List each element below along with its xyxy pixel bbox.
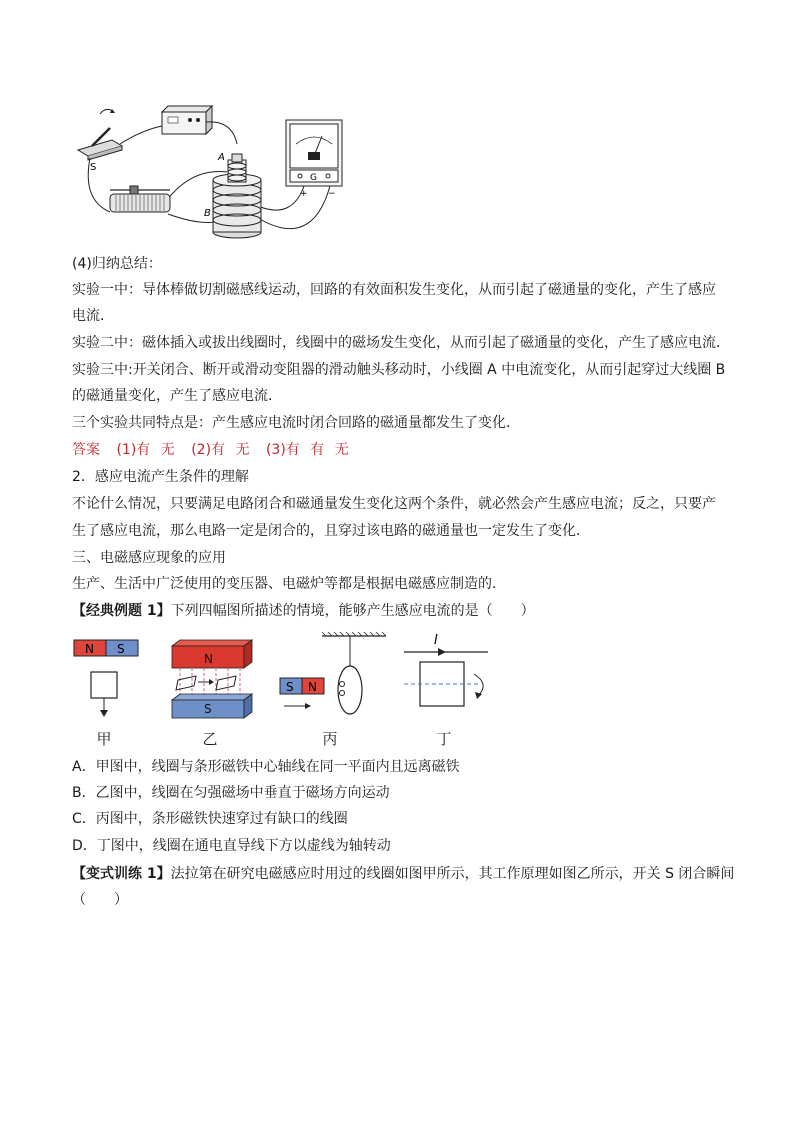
section2-line2: 生了感应电流，那么电路一定是闭合的，且穿过该电路的磁通量也一定发生了变化． [72,523,590,539]
bing-n: N [308,680,317,694]
answer-item: 无 [160,442,175,458]
exp1-line1: 实验一中：导体棒做切割磁感线运动，回路的有效面积发生变化，从而引起了磁通量的变化，产生了感应 [72,282,716,298]
caption-yi: 乙 [202,730,218,748]
jia-n: N [85,642,94,656]
figure-yi [168,636,254,720]
ding-i: I [434,633,438,648]
common-feature: 三个实验共同特点是：产生感应电流时闭合回路的磁通量都发生了变化． [72,415,520,431]
label-plus: + [300,189,308,199]
section3-title: 三、电磁感应现象的应用 [72,550,226,566]
answer-item: (3)有 [265,442,300,458]
answer-item: 无 [334,442,349,458]
exp3-line2: 的磁通量变化，产生了感应电流． [72,388,282,404]
variant1-question [72,864,735,884]
figure-ding [398,630,494,720]
figure-jia [72,636,142,726]
option-d: D．丁图中，线圈在通电直导线下方以虚线为轴转动 [72,838,391,854]
label-minus: − [328,189,336,199]
example1-tag: 【经典例题 1】 [72,603,171,619]
bing-s: S [286,680,294,694]
answer-item: 无 [235,442,250,458]
variant1-blank: （ ） [72,892,128,908]
option-c: C．丙图中，条形磁铁快速穿过有缺口的线圈 [72,811,348,827]
section2-line1: 不论什么情况，只要满足电路闭合和磁通量发生变化这两个条件，就必然会产生感应电流；反之，只要产 [72,496,716,512]
example1-question [72,601,732,621]
yi-s: S [204,702,212,716]
label-a: A [218,152,225,163]
answer-item: (1)有 [116,442,151,458]
section3-line1: 生产、生活中广泛使用的变压器、电磁炉等都是根据电磁感应制造的． [72,576,506,592]
answer-label: 答案 [72,442,100,458]
option-b: B．乙图中，线圈在匀强磁场中垂直于磁场方向运动 [72,785,390,801]
power-supply [162,106,212,134]
answer-item: 有 [310,442,325,458]
exp2-text: 实验二中：磁体插入或拔出线圈时，线圈中的磁场发生变化，从而引起了磁通量的变化，产生了感应电流． [72,335,730,351]
caption-bing: 丙 [322,730,338,748]
option-a: A．甲图中，线圈与条形磁铁中心轴线在同一平面内且远离磁铁 [72,759,460,775]
label-g: G [310,173,317,183]
coil-assembly [204,152,261,238]
answer-line [72,440,732,460]
label-b: B [204,208,211,219]
label-s: S [90,162,97,173]
variant1-tag: 【变式训练 1】 [72,866,171,882]
example1-text: 下列四幅图所描述的情境，能够产生感应电流的是（ ） [170,603,535,619]
summary-heading: (4)归纳总结： [72,256,162,272]
answer-item: (2)有 [191,442,226,458]
exp3-line1: 实验三中:开关闭合、断开或滑动变阻器的滑动触头移动时，小线圈 A 中电流变化，从而引起穿过大线圈 B [72,362,726,378]
section2-title: 2．感应电流产生条件的理解 [72,469,249,485]
yi-n: N [204,652,213,666]
figure-bing [278,630,388,720]
caption-ding: 丁 [436,730,452,748]
exp1-line2: 电流． [72,308,114,324]
caption-jia: 甲 [96,730,112,748]
variant1-text: 法拉第在研究电磁感应时用过的线圈如图甲所示，其工作原理如图乙所示，开关 S 闭合瞬间 [170,866,735,882]
jia-s: S [117,642,125,656]
switch-s [78,109,122,173]
circuit-diagram [72,100,362,250]
rheostat [110,186,170,212]
galvanometer [286,120,342,199]
